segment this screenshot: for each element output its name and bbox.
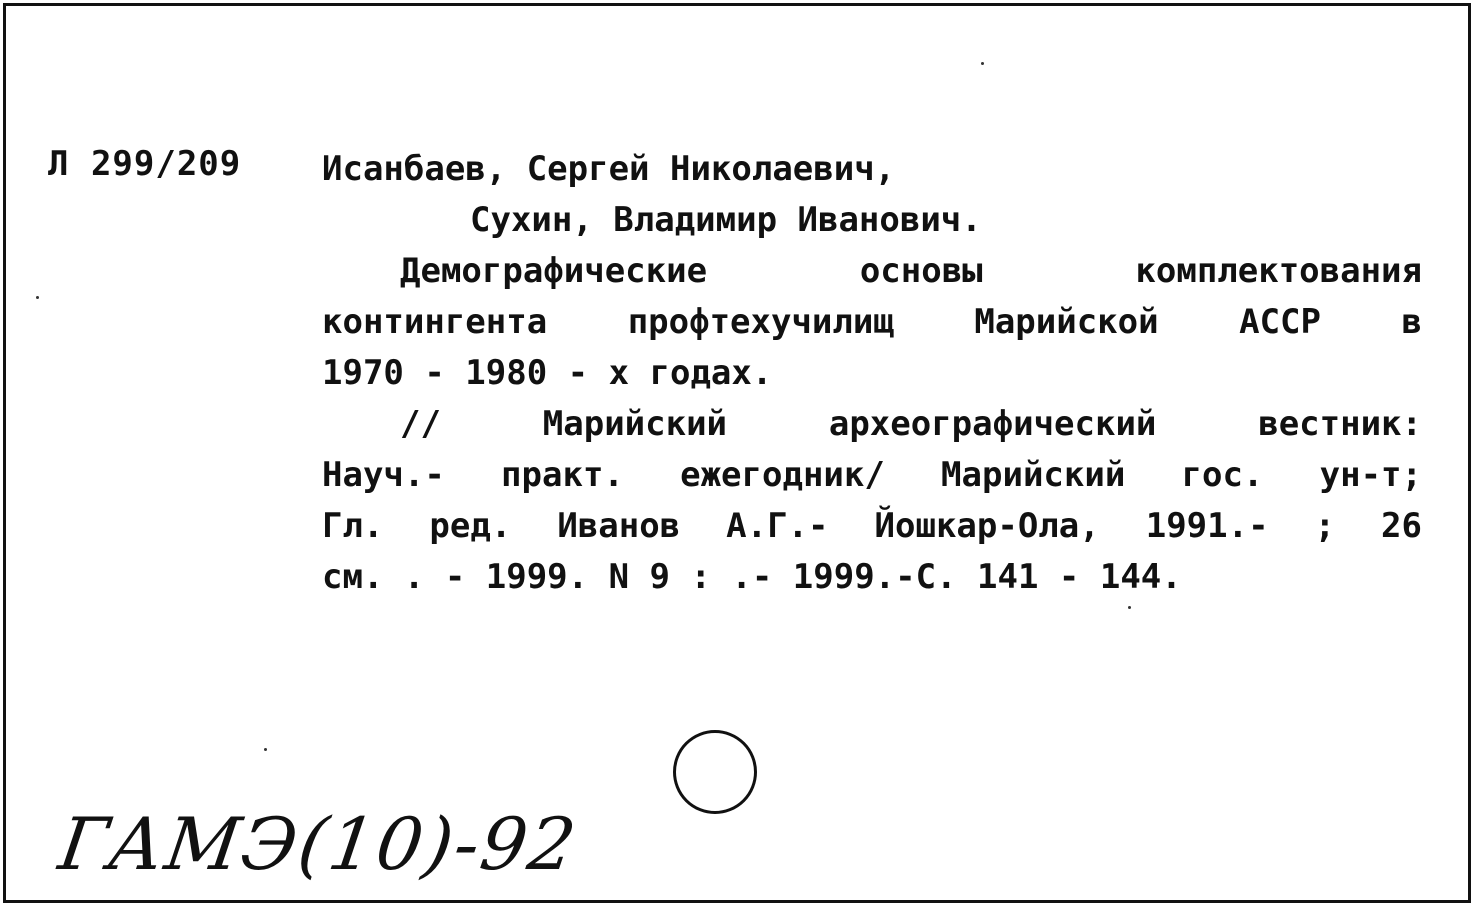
bibliographic-entry [322,144,1422,603]
catalog-number: Л 299/209 [48,144,242,184]
source-line-3: Гл. ред. Иванов А.Г.- Йошкар-Ола, 1991.- ; 26 [322,506,1422,546]
card-punch-hole [673,730,757,814]
source-line-2: Науч.- практ. ежегодник/ Марийский гос. ун-т; [322,455,1422,495]
author-secondary: Сухин, Владимир Иванович. [470,200,982,240]
title-line-1: Демографические основы комплектования [400,251,1422,291]
source-line-1: // Марийский археографический вестник: [400,404,1422,444]
catalog-card [3,3,1471,903]
title-line-2: контингента профтехучилищ Марийской АССР в [322,302,1422,342]
scan-speck [981,62,984,65]
scan-speck [264,748,267,751]
handwritten-archive-code: ГАМЭ(10)-92 [54,802,583,886]
card-content [6,6,1468,900]
source-line-4: см. . - 1999. N 9 : .- 1999.-С. 141 - 144. [322,557,1182,597]
title-line-3: 1970 - 1980 - х годах. [322,353,773,393]
scan-speck [1128,606,1131,609]
author-primary: Исанбаев, Сергей Николаевич, [322,149,896,189]
scan-speck [36,296,39,299]
